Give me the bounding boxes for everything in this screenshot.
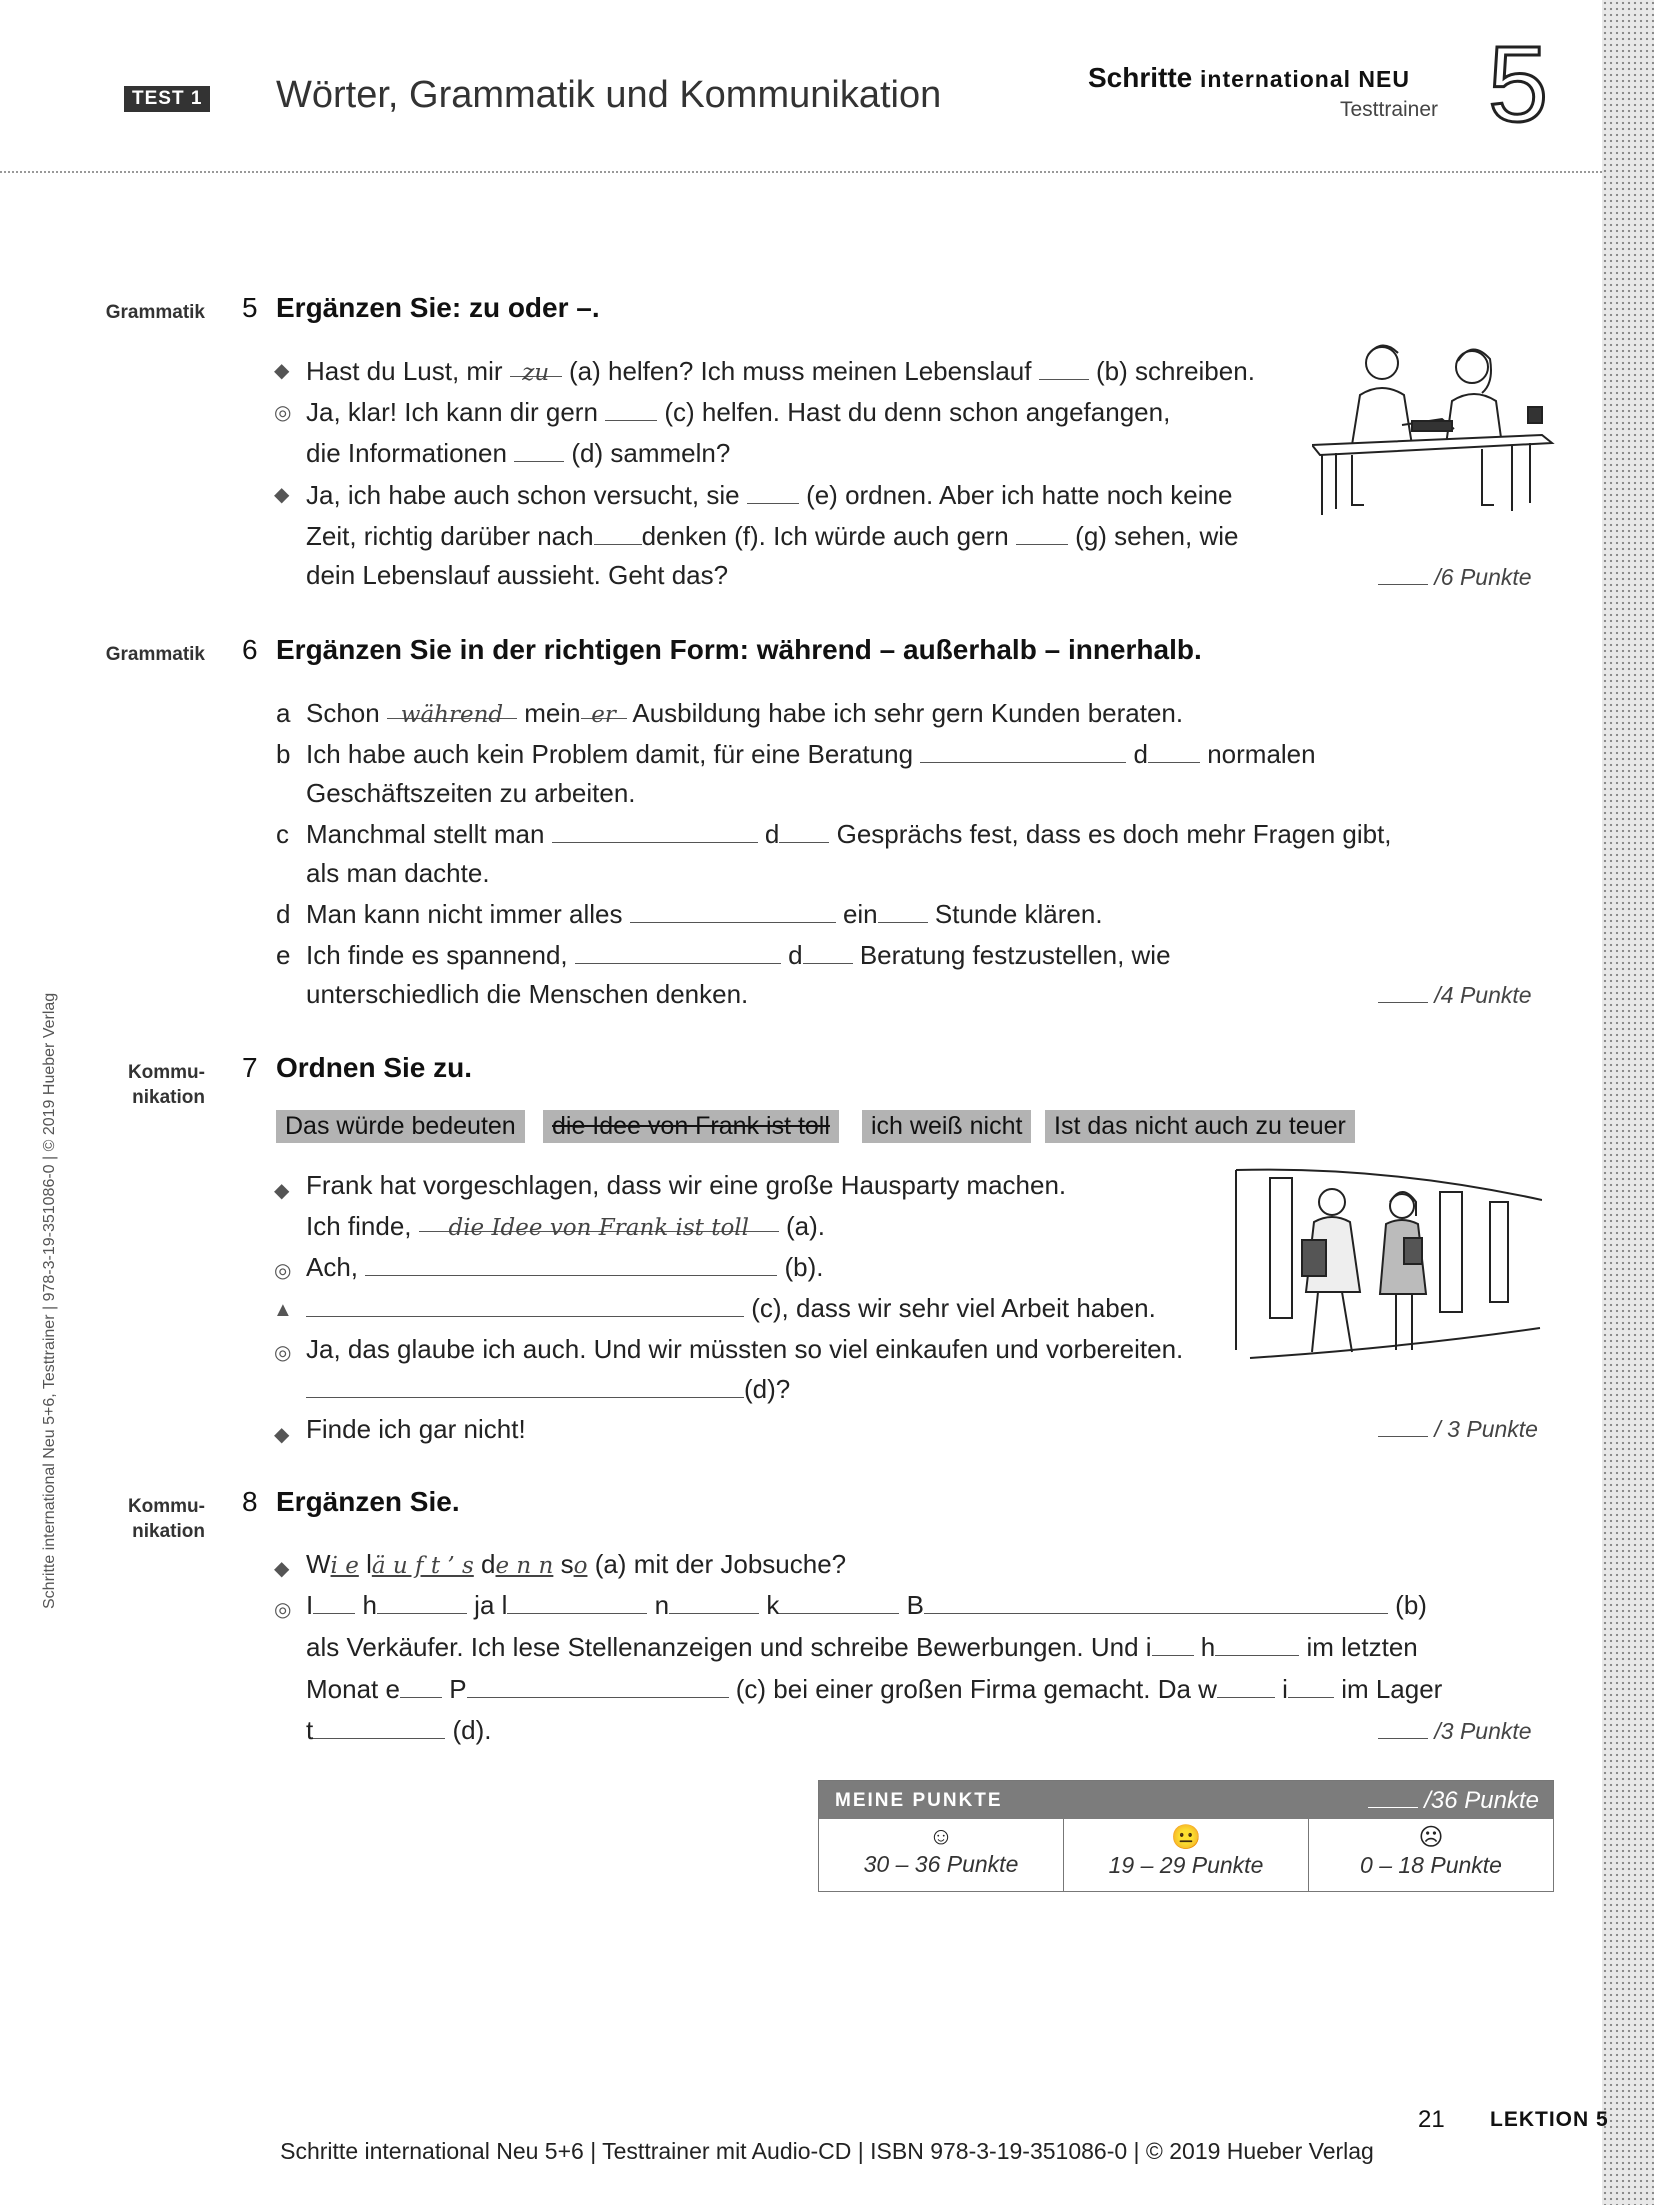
- blank-c[interactable]: [306, 1294, 744, 1317]
- item-letter: a: [276, 698, 291, 728]
- text: s: [560, 1549, 574, 1579]
- ex5-line-3: [306, 436, 730, 470]
- blank[interactable]: [630, 900, 836, 923]
- filled-answer: die Idee von Frank ist toll: [448, 1215, 750, 1241]
- score-range-high: [819, 1819, 1064, 1891]
- people-at-desk-illustration: [1312, 335, 1556, 515]
- text: i: [1282, 1674, 1288, 1704]
- filled-answer[interactable]: o: [573, 1553, 588, 1579]
- blank[interactable]: [552, 820, 758, 843]
- item-letter: c: [276, 819, 289, 849]
- copyright-sidebar: Schritte international Neu 5+6, Testtrainer | 978-3-19-351086-0 | © 2019 Hueber Verlag: [41, 992, 58, 1609]
- ex8-line-4: [306, 1672, 1442, 1706]
- text: Ach,: [306, 1252, 359, 1282]
- ex7-number: 7: [242, 1052, 258, 1083]
- score-range-mid: [1064, 1819, 1309, 1891]
- ex6-points: [1378, 980, 1532, 1009]
- range-text: 30 – 36 Punkte: [863, 1851, 1019, 1877]
- ex7-line-6: [306, 1372, 790, 1406]
- filled-answer[interactable]: i e: [330, 1553, 359, 1579]
- text: (d)?: [744, 1374, 791, 1404]
- brand-small: international NEU: [1200, 66, 1410, 92]
- text: l: [366, 1549, 372, 1579]
- text: I: [306, 1590, 314, 1620]
- ex5-line-4: [306, 478, 1232, 512]
- circle-marker-icon: ◎: [274, 1260, 292, 1282]
- text: als Verkäufer. Ich lese Stellenanzeigen und schreibe Bewerbungen. Und i: [306, 1632, 1152, 1662]
- text: Kommu-: [127, 1496, 205, 1517]
- text: (b) schreiben.: [1095, 356, 1255, 386]
- ex6-item-e: [276, 938, 1171, 972]
- points-label: /4 Punkte: [1434, 982, 1532, 1008]
- blank-d[interactable]: [514, 439, 564, 462]
- filled-answer[interactable]: e n n: [495, 1553, 554, 1579]
- score-range-low: [1309, 1819, 1553, 1891]
- text: k: [766, 1590, 780, 1620]
- text: Beratung festzustellen, wie: [859, 940, 1171, 970]
- ex7-line-4: [306, 1291, 1156, 1325]
- score-ranges-row: [819, 1819, 1553, 1891]
- text: Monat e: [306, 1674, 400, 1704]
- test-badge: TEST 1: [124, 86, 210, 112]
- points-blank[interactable]: [1378, 980, 1428, 1003]
- blank[interactable]: [377, 1591, 467, 1614]
- ex7-category: [95, 1060, 205, 1110]
- ex8-number: 8: [242, 1486, 258, 1517]
- triangle-marker-icon: ▲: [273, 1299, 293, 1321]
- blank[interactable]: [1217, 1675, 1275, 1698]
- filled-answer: während: [400, 702, 504, 728]
- ex8-line-1: [306, 1547, 846, 1583]
- header-divider: [0, 171, 1602, 173]
- item-letter: e: [276, 940, 291, 970]
- brand-main: Schritte: [1088, 62, 1193, 93]
- word-option-1[interactable]: Das würde bedeuten: [276, 1110, 525, 1143]
- blank[interactable]: [581, 696, 627, 728]
- ex5-line-6: dein Lebenslauf aussieht. Geht das?: [306, 560, 729, 590]
- ex7-line-3: [306, 1250, 824, 1284]
- ex7-line-5: Ja, das glaube ich auch. Und wir müssten so viel einkaufen und vorbereiten.: [306, 1334, 1184, 1364]
- text: (a) helfen? Ich muss meinen Lebenslauf: [568, 356, 1032, 386]
- word-option-2[interactable]: die Idee von Frank ist toll: [543, 1110, 839, 1143]
- blank[interactable]: [507, 1591, 647, 1614]
- text: n: [654, 1590, 670, 1620]
- text: P: [449, 1674, 467, 1704]
- brand-subtitle: Testtrainer: [1340, 98, 1439, 121]
- blank[interactable]: [313, 1591, 355, 1614]
- ex7-line-1: Frank hat vorgeschlagen, dass wir eine große Hausparty machen.: [306, 1170, 1067, 1200]
- blank[interactable]: [400, 1675, 442, 1698]
- text: Gesprächs fest, dass es doch mehr Fragen gibt,: [836, 819, 1392, 849]
- blank[interactable]: [803, 941, 853, 964]
- ex5-category: Grammatik: [105, 302, 205, 323]
- blank[interactable]: [313, 1716, 445, 1739]
- ex6-item-a: [276, 696, 1183, 730]
- points-blank[interactable]: [1378, 562, 1428, 585]
- text: t: [306, 1715, 314, 1745]
- ex6-item-b: [276, 737, 1316, 771]
- text: (g) sehen, wie: [1075, 521, 1239, 551]
- ex6-number: 6: [242, 634, 258, 665]
- ex5-points: [1378, 562, 1532, 591]
- text: Man kann nicht immer alles: [306, 899, 623, 929]
- ex5-line-2: [306, 395, 1170, 429]
- text: im letzten: [1306, 1632, 1418, 1662]
- diamond-marker-icon: ◆: [274, 1180, 290, 1202]
- page-number: 21: [1418, 2106, 1445, 2133]
- blank[interactable]: [669, 1591, 759, 1614]
- text: Stunde klären.: [934, 899, 1103, 929]
- word-option-3[interactable]: ich weiß nicht: [862, 1110, 1031, 1143]
- blank-c[interactable]: [605, 398, 657, 421]
- brand-name: [1088, 62, 1410, 94]
- blank-b[interactable]: [1039, 357, 1089, 380]
- blank[interactable]: [1152, 1633, 1194, 1656]
- ex8-category: [95, 1494, 205, 1544]
- text: im Lager: [1341, 1674, 1443, 1704]
- ex8-title: Ergänzen Sie.: [276, 1486, 460, 1517]
- text: Ich finde es spannend,: [306, 940, 568, 970]
- text: Zeit, richtig darüber nach: [306, 521, 594, 551]
- text: d: [481, 1549, 496, 1579]
- text: (c) helfen. Hast du denn schon angefangen,: [664, 397, 1171, 427]
- blank[interactable]: [920, 740, 1126, 763]
- ex6-item-d: [276, 897, 1103, 931]
- word-option-4[interactable]: Ist das nicht auch zu teuer: [1045, 1110, 1355, 1143]
- blank[interactable]: [878, 900, 928, 923]
- blank-d[interactable]: [306, 1375, 744, 1398]
- score-table: [818, 1780, 1554, 1892]
- points-label: /36 Punkte: [1424, 1787, 1539, 1814]
- filled-answer: er: [591, 702, 616, 728]
- text: h: [1200, 1632, 1216, 1662]
- text: W: [306, 1549, 331, 1579]
- text: Ausbildung habe ich sehr gern Kunden beraten.: [632, 698, 1184, 728]
- ex8-line-3: [306, 1630, 1418, 1664]
- text: B: [906, 1590, 924, 1620]
- ex7-title: Ordnen Sie zu.: [276, 1052, 473, 1083]
- ex6-item-e-cont: unterschiedlich die Menschen denken.: [306, 979, 749, 1009]
- text: ja l: [474, 1590, 508, 1620]
- text: (a).: [785, 1211, 825, 1241]
- blank[interactable]: [779, 820, 829, 843]
- blank-g[interactable]: [1016, 522, 1068, 545]
- ex6-item-b-cont: Geschäftszeiten zu arbeiten.: [306, 778, 636, 808]
- neutral-face-icon: 😐: [1171, 1824, 1201, 1851]
- ex6-category: Grammatik: [105, 644, 205, 665]
- ex5-line-1: [306, 354, 1255, 388]
- range-text: 19 – 29 Punkte: [1108, 1852, 1264, 1878]
- diamond-marker-icon: ◆: [274, 1558, 290, 1580]
- filled-answer[interactable]: ä u f t ’ s: [371, 1553, 474, 1579]
- text: (d).: [452, 1715, 492, 1745]
- text: Ja, klar! Ich kann dir gern: [306, 397, 598, 427]
- ex7-line-2: [306, 1209, 825, 1243]
- item-letter: b: [276, 739, 291, 769]
- lesson-label: LEKTION 5: [1490, 2108, 1609, 2131]
- text: nikation: [132, 1087, 205, 1108]
- blank[interactable]: [1215, 1633, 1299, 1656]
- blank-a[interactable]: [510, 354, 562, 386]
- points-label: /3 Punkte: [1434, 1718, 1532, 1744]
- ex5-title: Ergänzen Sie: zu oder –.: [276, 292, 600, 323]
- points-label: /6 Punkte: [1434, 564, 1532, 590]
- range-text: 0 – 18 Punkte: [1360, 1852, 1502, 1878]
- text: Ich habe auch kein Problem damit, für eine Beratung: [306, 739, 914, 769]
- blank[interactable]: [1288, 1675, 1334, 1698]
- blank[interactable]: [779, 1591, 899, 1614]
- text: ein: [842, 899, 878, 929]
- ex7-line-7: Finde ich gar nicht!: [306, 1414, 526, 1444]
- blank[interactable]: [924, 1591, 1388, 1614]
- blank-b[interactable]: [365, 1253, 777, 1276]
- decorative-dot-strip: [1602, 0, 1654, 2205]
- diamond-marker-icon: ◆: [274, 484, 290, 506]
- text: d: [1133, 739, 1148, 769]
- page-title: Wörter, Grammatik und Kommunikation: [276, 74, 942, 116]
- points-blank[interactable]: [1378, 1414, 1428, 1437]
- text: die Informationen: [306, 438, 507, 468]
- text: (c) bei einer großen Firma gemacht. Da w: [735, 1674, 1217, 1704]
- ex5-number: 5: [242, 292, 258, 323]
- text: Schon: [306, 698, 380, 728]
- score-total: [1368, 1785, 1539, 1815]
- ex8-line-2: [306, 1588, 1427, 1622]
- text: (e) ordnen. Aber ich hatte noch keine: [806, 480, 1233, 510]
- points-blank[interactable]: [1368, 1785, 1418, 1808]
- ex6-item-c: [276, 817, 1392, 851]
- ex8-line-5: [306, 1713, 491, 1747]
- volume-number: 5: [1488, 23, 1549, 144]
- ex7-points: [1378, 1414, 1538, 1443]
- people-in-corridor-illustration: [1230, 1168, 1542, 1368]
- text: Ja, ich habe auch schon versucht, sie: [306, 480, 740, 510]
- text: (b).: [784, 1252, 824, 1282]
- ex8-points: [1378, 1716, 1532, 1745]
- points-label: / 3 Punkte: [1434, 1416, 1538, 1442]
- circle-marker-icon: ◎: [274, 402, 292, 424]
- text: d: [788, 940, 803, 970]
- score-table-header: [819, 1781, 1553, 1819]
- text: (d) sammeln?: [571, 438, 731, 468]
- filled-answer: zu: [522, 360, 550, 386]
- text: normalen: [1207, 739, 1316, 769]
- blank[interactable]: [1148, 740, 1200, 763]
- text: d: [764, 819, 780, 849]
- text: nikation: [132, 1521, 205, 1542]
- blank[interactable]: [575, 941, 781, 964]
- text: (a) mit der Jobsuche?: [594, 1549, 847, 1579]
- points-blank[interactable]: [1378, 1716, 1428, 1739]
- text: denken (f). Ich würde auch gern: [641, 521, 1009, 551]
- ex5-line-5: [306, 519, 1238, 553]
- text: Ich finde,: [306, 1211, 412, 1241]
- happy-face-icon: ☺: [928, 1823, 954, 1850]
- footer-text: Schritte international Neu 5+6 | Testtrainer mit Audio-CD | ISBN 978-3-19-351086-0 | © 2019 Hueber Verlag: [280, 2138, 1374, 2164]
- text: (b): [1395, 1590, 1427, 1620]
- item-letter: d: [276, 899, 291, 929]
- score-label: MEINE PUNKTE: [835, 1790, 1003, 1811]
- text: Hast du Lust, mir: [306, 356, 503, 386]
- circle-marker-icon: ◎: [274, 1342, 292, 1364]
- blank-e[interactable]: [747, 481, 799, 504]
- ex6-title: Ergänzen Sie in der richtigen Form: während – außerhalb – innerhalb.: [276, 634, 1202, 665]
- circle-marker-icon: ◎: [274, 1599, 292, 1621]
- text: Manchmal stellt man: [306, 819, 545, 849]
- blank[interactable]: [467, 1675, 729, 1698]
- text: h: [362, 1590, 377, 1620]
- diamond-marker-icon: ◆: [274, 1424, 290, 1446]
- ex6-item-c-cont: als man dachte.: [306, 858, 490, 888]
- text: Kommu-: [127, 1062, 205, 1083]
- diamond-marker-icon: ◆: [274, 360, 290, 382]
- sad-face-icon: ☹: [1418, 1824, 1444, 1851]
- text: (c), dass wir sehr viel Arbeit haben.: [751, 1293, 1156, 1323]
- blank-a[interactable]: [419, 1209, 779, 1241]
- text: mein: [524, 698, 581, 728]
- blank-f[interactable]: [594, 522, 642, 545]
- blank[interactable]: [387, 696, 517, 728]
